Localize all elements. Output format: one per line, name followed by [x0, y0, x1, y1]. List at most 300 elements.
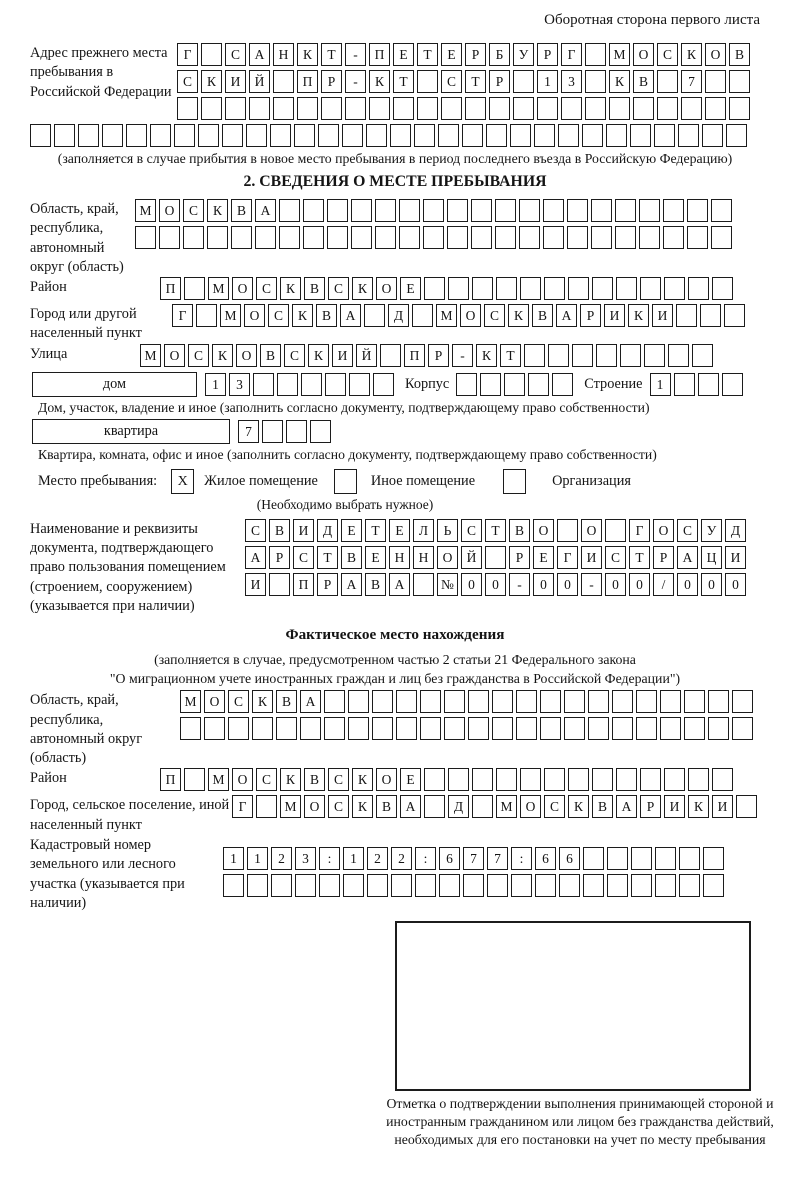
char-box: С [293, 546, 314, 569]
char-box: С [677, 519, 698, 542]
char-box: И [225, 70, 246, 93]
char-box [583, 874, 604, 897]
char-box: М [180, 690, 201, 713]
registration-stamp-box [395, 921, 751, 1091]
char-box: Д [317, 519, 338, 542]
char-box: А [249, 43, 270, 66]
char-box [703, 847, 724, 870]
char-box [396, 690, 417, 713]
char-box [393, 97, 414, 120]
char-box [471, 226, 492, 249]
char-box [348, 690, 369, 713]
char-box [495, 226, 516, 249]
char-box: С [461, 519, 482, 542]
char-box [591, 199, 612, 222]
char-box: О [653, 519, 674, 542]
section2-title: 2. СВЕДЕНИЯ О МЕСТЕ ПРЕБЫВАНИЯ [243, 173, 547, 190]
char-box [30, 124, 51, 147]
char-box [585, 97, 606, 120]
option-label-org: Организация [552, 473, 631, 490]
place-type-note: (Необходимо выбрать нужное) [256, 496, 434, 512]
char-box [223, 874, 244, 897]
char-box: Д [725, 519, 746, 542]
char-box [447, 199, 468, 222]
char-box-row [135, 226, 735, 249]
char-box: 2 [367, 847, 388, 870]
char-box: Д [388, 304, 409, 327]
char-box: С [188, 344, 209, 367]
char-box: А [300, 690, 321, 713]
char-box: Е [441, 43, 462, 66]
char-box: О [244, 304, 265, 327]
char-box [448, 277, 469, 300]
char-box [372, 690, 393, 713]
char-box: Д [448, 795, 469, 818]
char-box: И [293, 519, 314, 542]
char-box [543, 226, 564, 249]
char-box [102, 124, 123, 147]
char-box [516, 717, 537, 740]
char-box [698, 373, 719, 396]
char-box [688, 277, 709, 300]
char-box [687, 199, 708, 222]
char-box [424, 277, 445, 300]
char-box [631, 874, 652, 897]
stroenie-label: Строение [584, 375, 643, 392]
char-box [343, 874, 364, 897]
char-box [246, 124, 267, 147]
char-box: 7 [487, 847, 508, 870]
oblast-label: Область, край, республика, автономный округ (область) [30, 201, 124, 275]
char-box: И [604, 304, 625, 327]
char-box: Е [400, 768, 421, 791]
char-box [583, 847, 604, 870]
char-box: М [609, 43, 630, 66]
char-box: 0 [629, 573, 650, 596]
char-box [345, 97, 366, 120]
previous-address-note: (заполняется в случае прибытия в новое место пребывания в период последнего въезда в Российскую Федерацию) [57, 151, 733, 166]
oblast-field [30, 199, 760, 277]
char-box: О [159, 199, 180, 222]
char-box [552, 373, 573, 396]
char-box: Р [640, 795, 661, 818]
char-box: Н [273, 43, 294, 66]
char-box [349, 373, 370, 396]
char-box [303, 199, 324, 222]
char-box-row [177, 70, 753, 93]
char-box [310, 420, 331, 443]
char-box: 7 [681, 70, 702, 93]
char-box: В [341, 546, 362, 569]
char-box: С [228, 690, 249, 713]
char-box: А [400, 795, 421, 818]
char-box: № [437, 573, 458, 596]
char-box [711, 199, 732, 222]
ulitsa-field [30, 344, 760, 371]
char-box: В [376, 795, 397, 818]
char-box [543, 199, 564, 222]
char-box: С [245, 519, 266, 542]
char-box: К [212, 344, 233, 367]
char-box: 1 [223, 847, 244, 870]
char-box [159, 226, 180, 249]
char-box [655, 847, 676, 870]
char-box: К [252, 690, 273, 713]
char-box [524, 344, 545, 367]
char-box: : [415, 847, 436, 870]
char-box: О [520, 795, 541, 818]
char-box: В [316, 304, 337, 327]
char-box: С [441, 70, 462, 93]
char-box [273, 70, 294, 93]
char-box: - [581, 573, 602, 596]
char-box: М [220, 304, 241, 327]
char-box [375, 226, 396, 249]
char-box [492, 690, 513, 713]
char-box [277, 373, 298, 396]
char-box [607, 874, 628, 897]
char-box [540, 690, 561, 713]
char-box: - [509, 573, 530, 596]
char-box: С [268, 304, 289, 327]
char-box: Р [653, 546, 674, 569]
previous-address-field [30, 43, 760, 124]
char-box [415, 874, 436, 897]
char-box [664, 277, 685, 300]
char-box [612, 717, 633, 740]
char-box [252, 717, 273, 740]
char-box [279, 226, 300, 249]
char-box: В [592, 795, 613, 818]
char-box [612, 690, 633, 713]
char-box [636, 717, 657, 740]
char-box: Й [249, 70, 270, 93]
char-box [462, 124, 483, 147]
char-box: А [677, 546, 698, 569]
char-box [519, 226, 540, 249]
char-box [615, 226, 636, 249]
char-box [342, 124, 363, 147]
char-box: 1 [537, 70, 558, 93]
char-box [276, 717, 297, 740]
char-box: 3 [561, 70, 582, 93]
char-box: В [260, 344, 281, 367]
char-box: К [568, 795, 589, 818]
char-box: С [328, 795, 349, 818]
char-box: - [345, 43, 366, 66]
char-box [639, 226, 660, 249]
char-box: Р [489, 70, 510, 93]
char-box: С [256, 768, 277, 791]
char-box: О [533, 519, 554, 542]
char-box [364, 304, 385, 327]
char-box [663, 226, 684, 249]
char-box [380, 344, 401, 367]
char-box [351, 226, 372, 249]
char-box [255, 226, 276, 249]
char-box [660, 690, 681, 713]
char-box [486, 124, 507, 147]
char-box: Е [365, 546, 386, 569]
char-box: А [556, 304, 577, 327]
char-box: Н [389, 546, 410, 569]
fact-oblast-field [30, 690, 760, 768]
char-box [448, 768, 469, 791]
char-box: 1 [343, 847, 364, 870]
char-box [270, 124, 291, 147]
previous-address-label: Адрес прежнего места пребывания в Российской Федерации [30, 45, 172, 100]
char-box [567, 199, 588, 222]
char-box: / [653, 573, 674, 596]
char-box [711, 226, 732, 249]
char-box: Р [537, 43, 558, 66]
char-box [588, 690, 609, 713]
char-box [687, 226, 708, 249]
char-box: М [140, 344, 161, 367]
char-box-row [140, 344, 716, 367]
char-box: К [681, 43, 702, 66]
char-box [537, 97, 558, 120]
stroenie-boxes [650, 373, 746, 396]
char-box: : [511, 847, 532, 870]
char-box: Т [417, 43, 438, 66]
char-box: Г [232, 795, 253, 818]
char-box: Т [317, 546, 338, 569]
char-box [465, 97, 486, 120]
place-type-label: Место пребывания: [38, 473, 158, 490]
char-box [414, 124, 435, 147]
house-number-boxes [205, 373, 397, 396]
char-box [447, 226, 468, 249]
char-box [279, 199, 300, 222]
char-box [325, 373, 346, 396]
char-box: Г [561, 43, 582, 66]
char-box: 2 [391, 847, 412, 870]
char-box [485, 546, 506, 569]
char-box [640, 277, 661, 300]
char-box [480, 373, 501, 396]
char-box: Т [365, 519, 386, 542]
char-box: О [437, 546, 458, 569]
char-box: А [341, 573, 362, 596]
char-box: 6 [535, 847, 556, 870]
char-box [249, 97, 270, 120]
char-box: А [245, 546, 266, 569]
char-box [705, 70, 726, 93]
char-box [184, 768, 205, 791]
char-box [692, 344, 713, 367]
char-box [540, 717, 561, 740]
char-box: М [208, 768, 229, 791]
char-box: С [256, 277, 277, 300]
char-box: С [544, 795, 565, 818]
char-box [54, 124, 75, 147]
char-box [135, 226, 156, 249]
char-box: И [581, 546, 602, 569]
char-box [324, 690, 345, 713]
char-box: О [376, 768, 397, 791]
fact-gorod-label: Город, сельское поселение, иной населенный пункт [30, 797, 230, 833]
char-box [703, 874, 724, 897]
char-box: 0 [677, 573, 698, 596]
char-box: С [225, 43, 246, 66]
char-box [660, 717, 681, 740]
char-box: 0 [557, 573, 578, 596]
char-box [417, 70, 438, 93]
char-box [535, 874, 556, 897]
char-box: 7 [463, 847, 484, 870]
char-box: С [657, 43, 678, 66]
char-box [286, 420, 307, 443]
char-box: Г [629, 519, 650, 542]
char-box [712, 277, 733, 300]
char-box: 2 [271, 847, 292, 870]
char-box: О [204, 690, 225, 713]
char-box: 1 [205, 373, 226, 396]
char-box [441, 97, 462, 120]
char-box [300, 717, 321, 740]
char-box-row [177, 43, 753, 66]
char-box: П [404, 344, 425, 367]
char-box: Т [629, 546, 650, 569]
char-box-row [223, 847, 727, 870]
char-box [504, 373, 525, 396]
char-box [417, 97, 438, 120]
house-row [32, 372, 760, 397]
char-box [496, 277, 517, 300]
char-box: Г [557, 546, 578, 569]
char-box [596, 344, 617, 367]
char-box: С [328, 277, 349, 300]
char-box [369, 97, 390, 120]
char-box [708, 690, 729, 713]
char-box [207, 226, 228, 249]
char-box [496, 768, 517, 791]
char-box-row [180, 690, 756, 713]
char-box [319, 874, 340, 897]
char-box [204, 717, 225, 740]
char-box: Б [489, 43, 510, 66]
char-box-row [245, 546, 749, 569]
char-box [420, 717, 441, 740]
char-box [568, 768, 589, 791]
char-box: К [369, 70, 390, 93]
char-box [585, 43, 606, 66]
char-box [567, 226, 588, 249]
char-box-row [160, 277, 736, 300]
char-box: У [513, 43, 534, 66]
char-box: - [452, 344, 473, 367]
char-box: К [688, 795, 709, 818]
char-box [324, 717, 345, 740]
char-box: А [255, 199, 276, 222]
char-box [609, 97, 630, 120]
flat-note: Квартира, комната, офис и иное (заполнить согласно документу, подтверждающему право собственности) [38, 446, 657, 462]
char-box [472, 768, 493, 791]
char-box: Е [533, 546, 554, 569]
char-box: С [177, 70, 198, 93]
char-box: И [332, 344, 353, 367]
char-box [544, 768, 565, 791]
char-box: М [135, 199, 156, 222]
char-box [561, 97, 582, 120]
char-box: К [201, 70, 222, 93]
char-box [636, 690, 657, 713]
char-box: И [725, 546, 746, 569]
char-box [367, 874, 388, 897]
char-box [184, 277, 205, 300]
char-box: К [207, 199, 228, 222]
char-box: 3 [229, 373, 250, 396]
char-box [732, 690, 753, 713]
char-box [228, 717, 249, 740]
char-box: Л [413, 519, 434, 542]
char-box [582, 124, 603, 147]
char-box: 6 [559, 847, 580, 870]
char-box: Г [177, 43, 198, 66]
char-box [640, 768, 661, 791]
char-box [78, 124, 99, 147]
char-box [700, 304, 721, 327]
char-box: Т [393, 70, 414, 93]
char-box [468, 690, 489, 713]
char-box [534, 124, 555, 147]
char-box: Е [393, 43, 414, 66]
char-box [712, 768, 733, 791]
char-box: А [389, 573, 410, 596]
char-box [303, 226, 324, 249]
char-box [177, 97, 198, 120]
char-box: 0 [533, 573, 554, 596]
char-box [520, 768, 541, 791]
char-box: О [705, 43, 726, 66]
char-box [679, 874, 700, 897]
flat-number-boxes [238, 420, 334, 443]
char-box: К [280, 768, 301, 791]
char-box: П [160, 768, 181, 791]
char-box [688, 768, 709, 791]
char-box: П [369, 43, 390, 66]
char-box [655, 874, 676, 897]
char-box [511, 874, 532, 897]
char-box [557, 519, 578, 542]
char-box [674, 373, 695, 396]
char-box [548, 344, 569, 367]
char-box: М [496, 795, 517, 818]
char-box [572, 344, 593, 367]
char-box [631, 847, 652, 870]
char-box: А [616, 795, 637, 818]
char-box [318, 124, 339, 147]
checkbox-org [503, 469, 526, 494]
char-box [444, 690, 465, 713]
gorod-field [30, 304, 760, 344]
char-box: П [293, 573, 314, 596]
char-box: Р [509, 546, 530, 569]
char-box: : [319, 847, 340, 870]
char-box [544, 277, 565, 300]
gorod-label: Город или другой населенный пункт [30, 306, 142, 342]
char-box [262, 420, 283, 443]
char-box-row [245, 573, 749, 596]
char-box [231, 226, 252, 249]
char-box-row [172, 304, 748, 327]
char-box-row [232, 795, 760, 818]
char-box [676, 304, 697, 327]
char-box [633, 97, 654, 120]
char-box: О [304, 795, 325, 818]
char-box: К [352, 795, 373, 818]
